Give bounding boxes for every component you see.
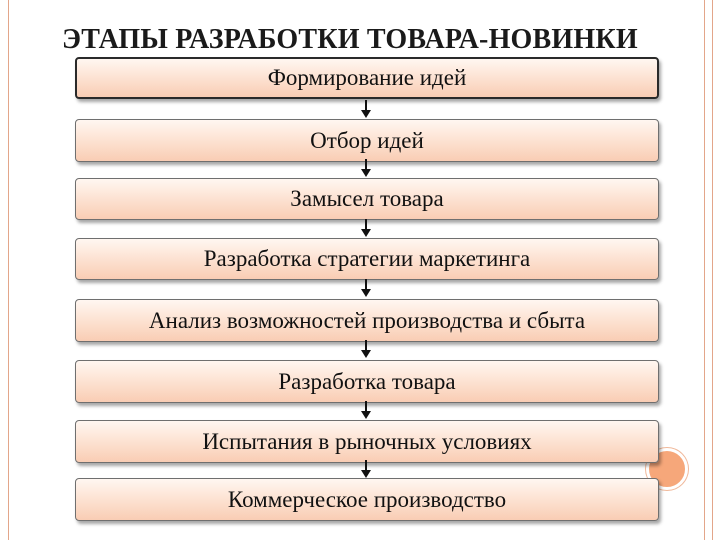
stage-box-2: Отбор идей (75, 119, 659, 162)
slide-frame-right-inner-line (712, 0, 713, 540)
slide-frame-left-line (8, 0, 9, 540)
diagram-title: ЭТАПЫ РАЗРАБОТКИ ТОВАРА-НОВИНКИ (62, 24, 638, 55)
slide-frame-right-line (704, 0, 705, 540)
flow-arrow-3 (360, 219, 372, 237)
stage-box-7: Испытания в рыночных условиях (75, 420, 659, 463)
stage-box-4: Разработка стратегии маркетинга (75, 238, 659, 280)
flow-arrow-7 (360, 460, 372, 478)
flow-arrow-5 (360, 340, 372, 358)
stage-box-5: Анализ возможностей производства и сбыта (75, 299, 659, 342)
stage-box-8: Коммерческое производство (75, 478, 659, 521)
stage-box-3: Замысел товара (75, 178, 659, 220)
flow-arrow-2 (360, 159, 372, 177)
stage-box-1: Формирование идей (75, 57, 659, 99)
stage-box-6: Разработка товара (75, 360, 659, 403)
flow-arrow-6 (360, 401, 372, 419)
flow-arrow-4 (360, 279, 372, 297)
flow-arrow-1 (360, 100, 372, 118)
